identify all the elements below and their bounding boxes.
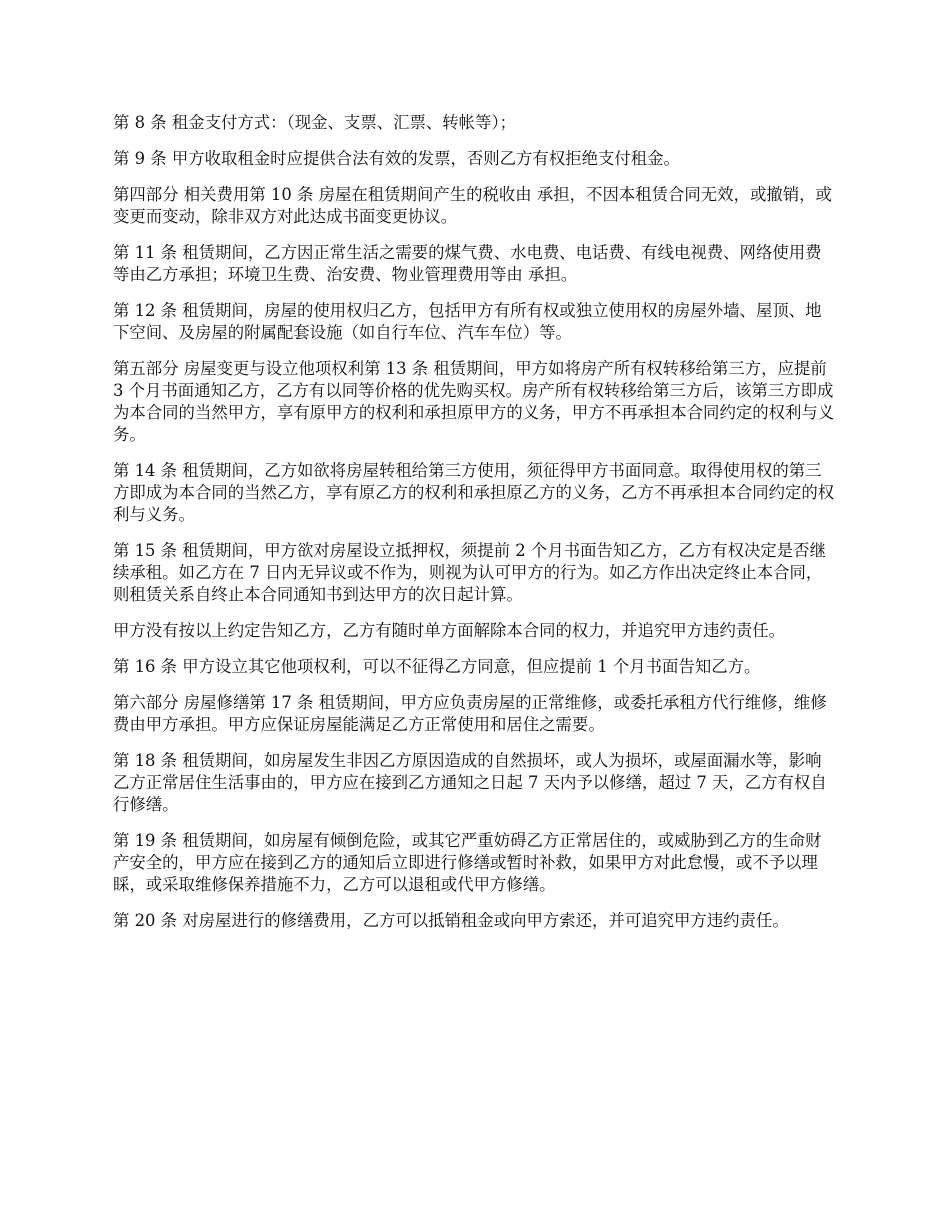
clause-9-invoice: 第 9 条 甲方收取租金时应提供合法有效的发票，否则乙方有权拒绝支付租金。: [113, 149, 680, 168]
document-body: [113, 112, 835, 946]
clause-17-maintenance: 第六部分 房屋修缮第 17 条 租赁期间，甲方应负责房屋的正常维修，或委托承租方代行维修，维修费由甲方承担。甲方应保证房屋能满足乙方正常使用和居住之需要。: [113, 693, 827, 734]
clause-20-repair-costs: 第 20 条 对房屋进行的修缮费用，乙方可以抵销租金或向甲方索还，并可追究甲方违约责任。: [113, 911, 789, 930]
clause-14-sublease: 第 14 条 租赁期间，乙方如欲将房屋转租给第三方使用，须征得甲方书面同意。取得使用权的第三方即成为本合同的当然乙方，享有原乙方的权利和承担原乙方的义务，乙方不再承担本合同约定的权利与义务。: [113, 461, 835, 524]
clause-10-taxes: 第四部分 相关费用第 10 条 房屋在租赁期间产生的税收由 承担，不因本租赁合同无效，或撤销，或变更而变动，除非双方对此达成书面变更协议。: [113, 185, 832, 226]
clause-12-usage-rights: 第 12 条 租赁期间，房屋的使用权归乙方，包括甲方有所有权或独立使用权的房屋外墙、屋顶、地下空间、及房屋的附属配套设施（如自行车位、汽车车位）等。: [113, 301, 822, 342]
clause-18-repairs: 第 18 条 租赁期间，如房屋发生非因乙方原因造成的自然损坏，或人为损坏，或屋面漏水等，影响乙方正常居住生活事由的，甲方应在接到乙方通知之日起 7 天内予以修缮，超过 7 天，乙方有权自行修缮。: [113, 751, 827, 814]
clause-8-payment-method: 第 8 条 租金支付方式：（现金、支票、汇票、转帐等）；: [113, 113, 517, 132]
clause-13-ownership-transfer: 第五部分 房屋变更与设立他项权利第 13 条 租赁期间，甲方如将房产所有权转移给第三方，应提前 3 个月书面通知乙方，乙方有以同等价格的优先购买权。房产所有权转移给第三方后，该第三方即成为本合同的当然甲方，享有原甲方的权利和承担原甲方的义务，甲方不再承担本合同约定的权利与义务。: [113, 359, 835, 444]
clause-15-notice-breach: 甲方没有按以上约定告知乙方，乙方有随时单方面解除本合同的权力，并追究甲方违约责任。: [113, 621, 786, 640]
clause-19-danger: 第 19 条 租赁期间，如房屋有倾倒危险，或其它严重妨碍乙方正常居住的，或威胁到乙方的生命财产安全的，甲方应在接到乙方的通知后立即进行修缮或暂时补救，如果甲方对此怠慢，或不予以理睬，或采取维修保养措施不力，乙方可以退租或代甲方修缮。: [113, 831, 822, 894]
clause-16-other-rights: 第 16 条 甲方设立其它他项权利，可以不征得乙方同意，但应提前 1 个月书面告知乙方。: [113, 657, 761, 676]
clause-15-mortgage: 第 15 条 租赁期间，甲方欲对房屋设立抵押权，须提前 2 个月书面告知乙方，乙方有权决定是否继续承租。如乙方在 7 日内无异议或不作为，则视为认可甲方的行为。如乙方作出决定终止本合同，则租赁关系自终止本合同通知书到达甲方的次日起计算。: [113, 541, 826, 604]
clause-11-utilities: 第 11 条 租赁期间，乙方因正常生活之需要的煤气费、水电费、电话费、有线电视费、网络使用费等由乙方承担；环境卫生费、治安费、物业管理费用等由 承担。: [113, 243, 822, 284]
